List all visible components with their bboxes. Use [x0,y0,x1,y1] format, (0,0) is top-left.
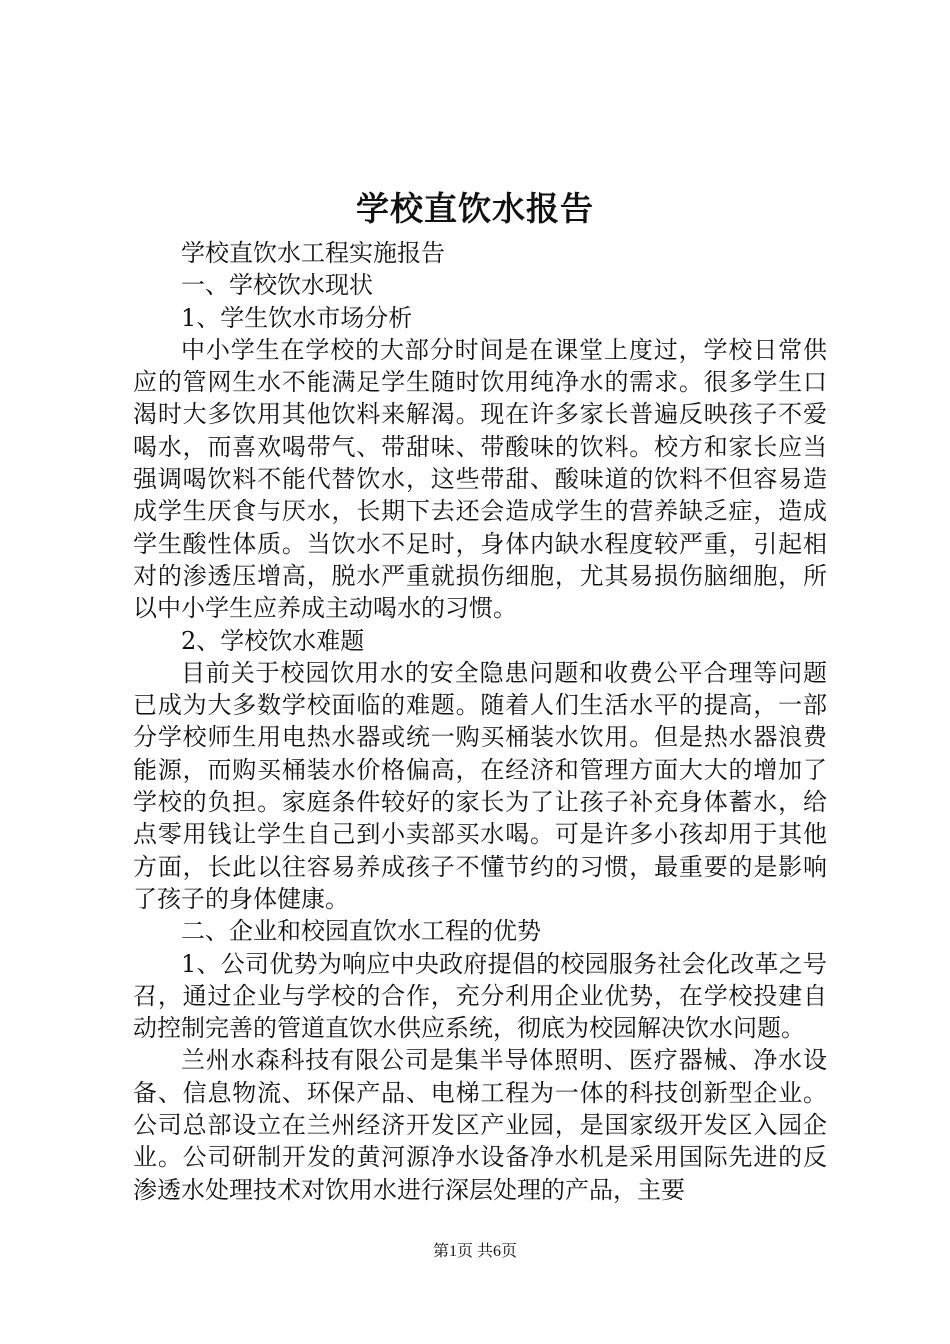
page-footer: 第1页 共6页 [432,1243,517,1260]
document-title: 学校直饮水报告 [356,189,594,228]
document-body [133,237,827,1206]
section-heading-1: 一、学校饮水现状 [181,271,373,300]
subsection-heading-1-2: 2、学校饮水难题 [181,626,365,655]
paragraph-company-intro: 兰州水森科技有限公司是集半导体照明、医疗器械、净水设备、信息物流、环保产品、电梯工程为一体的科技创新型企业。公司总部设立在兰州经济开发区产业园，是国家级开发区入园企业。公司研制开发的黄河源净水设备净水机是采用国际先进的反渗透水处理技术对饮用水进行深层处理的产品，主要 [133,1046,827,1204]
paragraph-subtitle: 学校直饮水工程实施报告 [181,239,445,267]
paragraph-drinking-problems: 目前关于校园饮用水的安全隐患问题和收费公平合理等问题已成为大多数学校面临的难题。随着人们生活水平的提高，一部分学校师生用电热水器或统一购买桶装水饮用。但是热水器浪费能源，而购买桶装水价格偏高，在经济和管理方面大大的增加了学校的负担。家庭条件较好的家长为了让孩子补充身体蓄水，给点零用钱让学生自己到小卖部买水喝。可是许多小孩却用于其他方面，长此以往容易养成孩子不懂节约的习惯，最重要的是影响了孩子的身体健康。 [133,658,827,913]
section-heading-2: 二、企业和校园直饮水工程的优势 [181,917,541,946]
paragraph-company-advantage: 1、公司优势为响应中央政府提倡的校园服务社会化改革之号召，通过企业与学校的合作，充分利用企业优势，在学校投建自动控制完善的管道直饮水供应系统，彻底为校园解决饮水问题。 [133,949,827,1043]
paragraph-market-analysis: 中小学生在学校的大部分时间是在课堂上度过，学校日常供应的管网生水不能满足学生随时饮用纯净水的需求。很多学生口渴时大多饮用其他饮料来解渴。现在许多家长普遍反映孩子不爱喝水，而喜欢喝带气、带甜味、带酸味的饮料。校方和家长应当强调喝饮料不能代替饮水，这些带甜、酸味道的饮料不但容易造成学生厌食与厌水，长期下去还会造成学生的营养缺乏症，造成学生酸性体质。当饮水不足时，身体内缺水程度较严重，引起相对的渗透压增高，脱水严重就损伤细胞，尤其易损伤脑细胞，所以中小学生应养成主动喝水的习惯。 [133,335,827,623]
subsection-heading-1-1: 1、学生饮水市场分析 [181,303,413,332]
